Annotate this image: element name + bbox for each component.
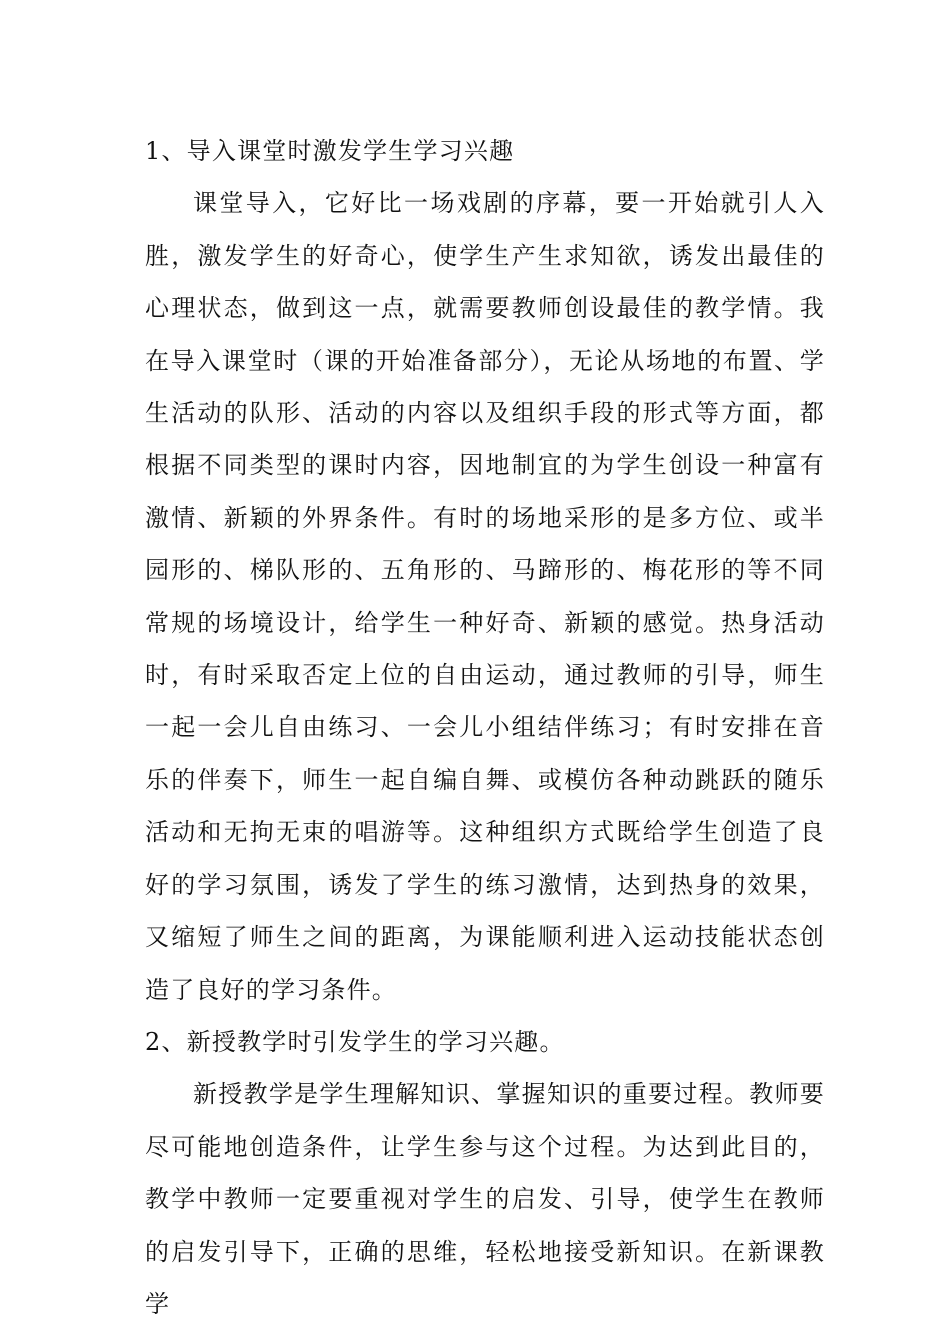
section-paragraph-1: 课堂导入，它好比一场戏剧的序幕，要一开始就引人入胜，激发学生的好奇心，使学生产生求知欲，诱发出最佳的心理状态，做到这一点，就需要教师创设最佳的教学情。我在导入课堂时（课的开始准备部分），无论从场地的布置、学生活动的队形、活动的内容以及组织手段的形式等方面，都根据不同类型的课时内容，因地制宜的为学生创设一种富有激情、新颖的外界条件。有时的场地采形的是多方位、或半园形的、梯队形的、五角形的、马蹄形的、梅花形的等不同常规的场境设计，给学生一种好奇、新颖的感觉。热身活动时，有时采取否定上位的自由运动，通过教师的引导，师生一起一会儿自由练习、一会儿小组结伴练习；有时安排在音乐的伴奏下，师生一起自编自舞、或模仿各种动跳跃的随乐活动和无拘无束的唱游等。这种组织方式既给学生创造了良好的学习氛围，诱发了学生的练习激情，达到热身的效果，又缩短了师生之间的距离，为课能顺利进入运动技能状态创造了良好的学习条件。 [145, 189, 825, 1004]
document-body [145, 125, 825, 1330]
section-paragraph-2: 新授教学是学生理解知识、掌握知识的重要过程。教师要尽可能地创造条件，让学生参与这个过程。为达到此目的，教学中教师一定要重视对学生的启发、引导，使学生在教师的启发引导下，正确的思维，轻松地接受新知识。在新课教学 [145, 1080, 825, 1318]
section-heading-2: 2、新授教学时引发学生的学习兴趣。 [145, 1027, 565, 1056]
section-heading-1: 1、导入课堂时激发学生学习兴趣 [145, 137, 515, 165]
